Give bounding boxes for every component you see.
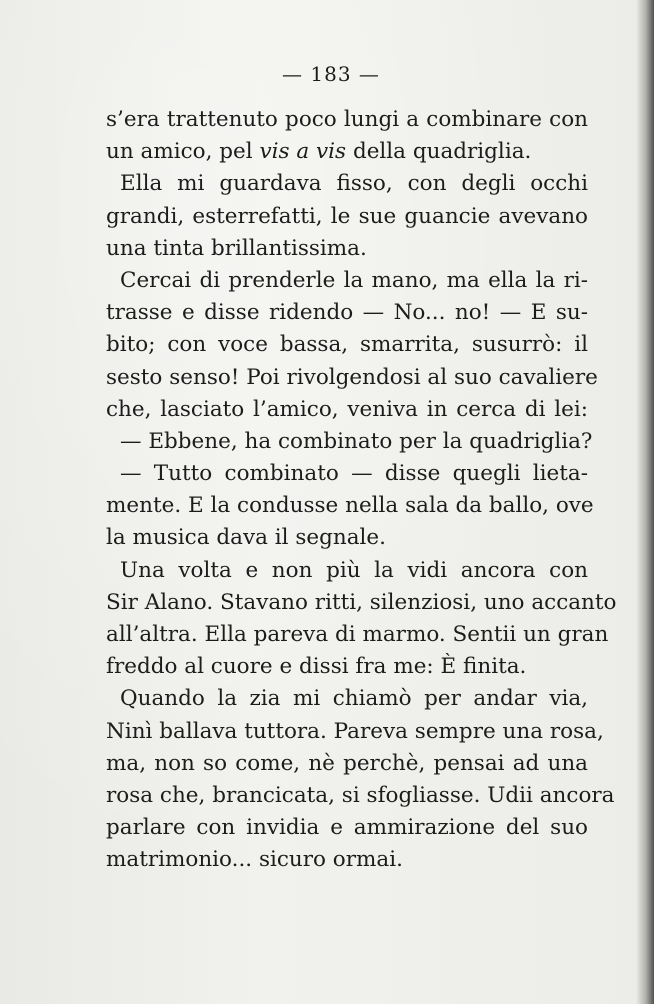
text-line: Sir Alano. Stavano ritti, silenziosi, uno accanto: [106, 589, 617, 615]
text-line: bito; con voce bassa, smarrita, susurrò: il: [106, 332, 588, 358]
text-line: [106, 136, 588, 168]
page-edge-shadow: [636, 0, 654, 1004]
text-line: trasse e disse ridendo — No... no! — E su-: [106, 300, 588, 326]
text-line: mente. E la condusse nella sala da ballo, ove: [106, 493, 594, 519]
text-line: Ella mi guardava fisso, con degli occhi: [120, 171, 588, 197]
text-line: la musica dava il segnale.: [106, 525, 386, 551]
page-number: — 183 —: [282, 62, 380, 86]
text-line: Una volta e non più la vidi ancora con: [120, 557, 588, 583]
text-line: Cercai di prenderle la mano, ma ella la ri-: [120, 267, 588, 293]
text-line: all’altra. Ella pareva di marmo. Sentii un gran: [106, 622, 609, 647]
text-span: un amico, pel: [106, 139, 253, 165]
body-text: [106, 104, 617, 877]
text-line: parlare con invidia e ammirazione del suo: [106, 815, 588, 841]
text-line: che, lasciato l’amico, veniva in cerca di lei:: [106, 396, 588, 422]
text-line: sesto senso! Poi rivolgendosi al suo cavaliere: [106, 364, 598, 390]
text-line: — Ebbene, ha combinato per la quadriglia?: [120, 428, 593, 454]
text-line: matrimonio... sicuro ormai.: [106, 847, 403, 873]
text-line: grandi, esterrefatti, le sue guancie avevano: [106, 203, 588, 229]
text-line: freddo al cuore e dissi fra me: È finita.: [106, 654, 527, 680]
text-line: una tinta brillantissima.: [106, 235, 367, 261]
text-line: ma, non so come, nè perchè, pensai ad una: [106, 750, 588, 776]
text-line: s’era trattenuto poco lungi a combinare con: [106, 107, 588, 132]
text-line: rosa che, brancicata, si sfogliasse. Udii ancora: [106, 782, 615, 808]
text-line: — Tutto combinato — disse quegli lieta-: [120, 461, 588, 487]
text-line: Ninì ballava tuttora. Pareva sempre una rosa,: [106, 718, 604, 744]
text-span: della quadriglia.: [352, 139, 532, 165]
italic-phrase: vis a vis: [259, 139, 347, 165]
text-line: Quando la zia mi chiamò per andar via,: [120, 686, 588, 712]
